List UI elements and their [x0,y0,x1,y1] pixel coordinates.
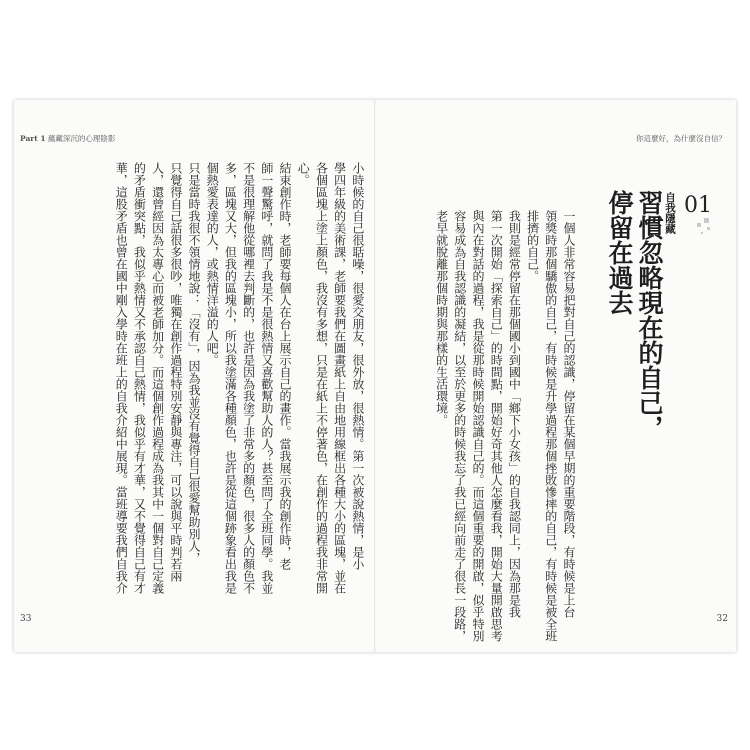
text-column: 容易成為自我認識的凝結，以至於更多的時候我忘了我已經向前走了很長一段路， [452,210,467,642]
text-column: 一個人非常容易把對自己的認識，停留在某個早期的重要階段，有時候是上台 [562,210,576,618]
text-column: 排擠的自己。 [525,210,540,282]
chapter-label: 自我隱藏 [664,192,676,234]
text-column: 我則是經常停留在那個國小到國中「鄉下小女孩」的自我認同上，因為那是我 [507,210,522,618]
text-column: 老早就脫離那個時期與那樣的生活環境。 [434,210,449,426]
chapter-title [604,190,664,440]
text-column: 心。 [296,162,311,186]
page-number-left: 33 [20,614,32,624]
page-number-right: 32 [716,614,728,624]
text-column: 人，還曾經因為太專心而被老師加分。而這個創作過程成為我其中一個對自己定義 [150,162,165,594]
chapter-number: 01 [684,193,712,218]
part-title: 蘊藏深沉的心理陰影 [47,134,116,143]
part-label: Part 1 [20,134,46,143]
text-column: 各個區塊上塗上顏色，我沒有多想，只是在紙上不停著色，在創作的過程我非常開 [314,162,329,594]
book-title: 你這麼好，為什麼沒自信？ [636,134,726,143]
text-column: 個熱愛表達的人，或熱情洋溢的人吧。 [205,162,220,366]
text-column: 學四年級的美術課，老師要我們在圖畫紙上自由地用線框出各種大小的區塊，並在 [332,162,347,594]
chapter-title-line: 習慣忽略現在的自己， [635,190,664,440]
text-column: 多，區塊又大，但我的區塊小，所以我塗滿各種顏色，也許是從這個跡象看出我是 [223,162,238,594]
left-page-body [112,162,367,594]
text-column: 華，這股矛盾也曾在國中剛入學時在班上的自我介紹中展現。當班導要我們自我介 [114,162,129,594]
text-column: 第一次開始「探索自己」的時間點，開始好奇其他人怎麼看我，開始大量開啟思考 [489,210,504,642]
right-running-head [636,133,726,144]
text-column: 不是很理解他從哪裡去判斷的，也許是因為我塗了非常多的顏色，很多人的顏色不 [241,162,256,594]
left-running-head [20,133,115,144]
text-column: 的矛盾衝突點，我似乎熱情又不承認自己熱情，我似乎有才華，又不覺得自己有才 [132,162,147,594]
text-column: 小時候的自己很聒噪，很愛交朋友，很外放，很熱情。第一次被說熱情，是小 [350,162,365,570]
text-column: 師一聲驚呼，就問了我是不是很熱情又喜歡幫助人的人？甚至問了全班同學。我並 [259,162,274,594]
text-column: 只是當時我很不領情地說：「沒有」，因為我並沒有覺得自己很愛幫助別人， [187,162,202,564]
text-column: 與內在對話的過程，我是從那時候開始認識自己的。而這個重要的開啟，似乎特別 [470,210,485,642]
text-column: 只覺得自己話很多很吵，唯獨在創作過程特別安靜與專注，可以說與平時判若兩 [168,162,183,582]
chapter-title-line: 停留在過去 [605,190,634,315]
text-column: 領獎時那個驕傲的自己，有時候是升學過程那個挫敗慘摔的自己，有時候是被全班 [543,210,558,642]
right-page-body [432,210,578,642]
text-column: 結束創作時，老師要每個人在台上展示自己的畫作。當我展示我的創作時，老 [278,162,293,570]
page-gutter [374,100,376,652]
book-spread [14,100,736,652]
